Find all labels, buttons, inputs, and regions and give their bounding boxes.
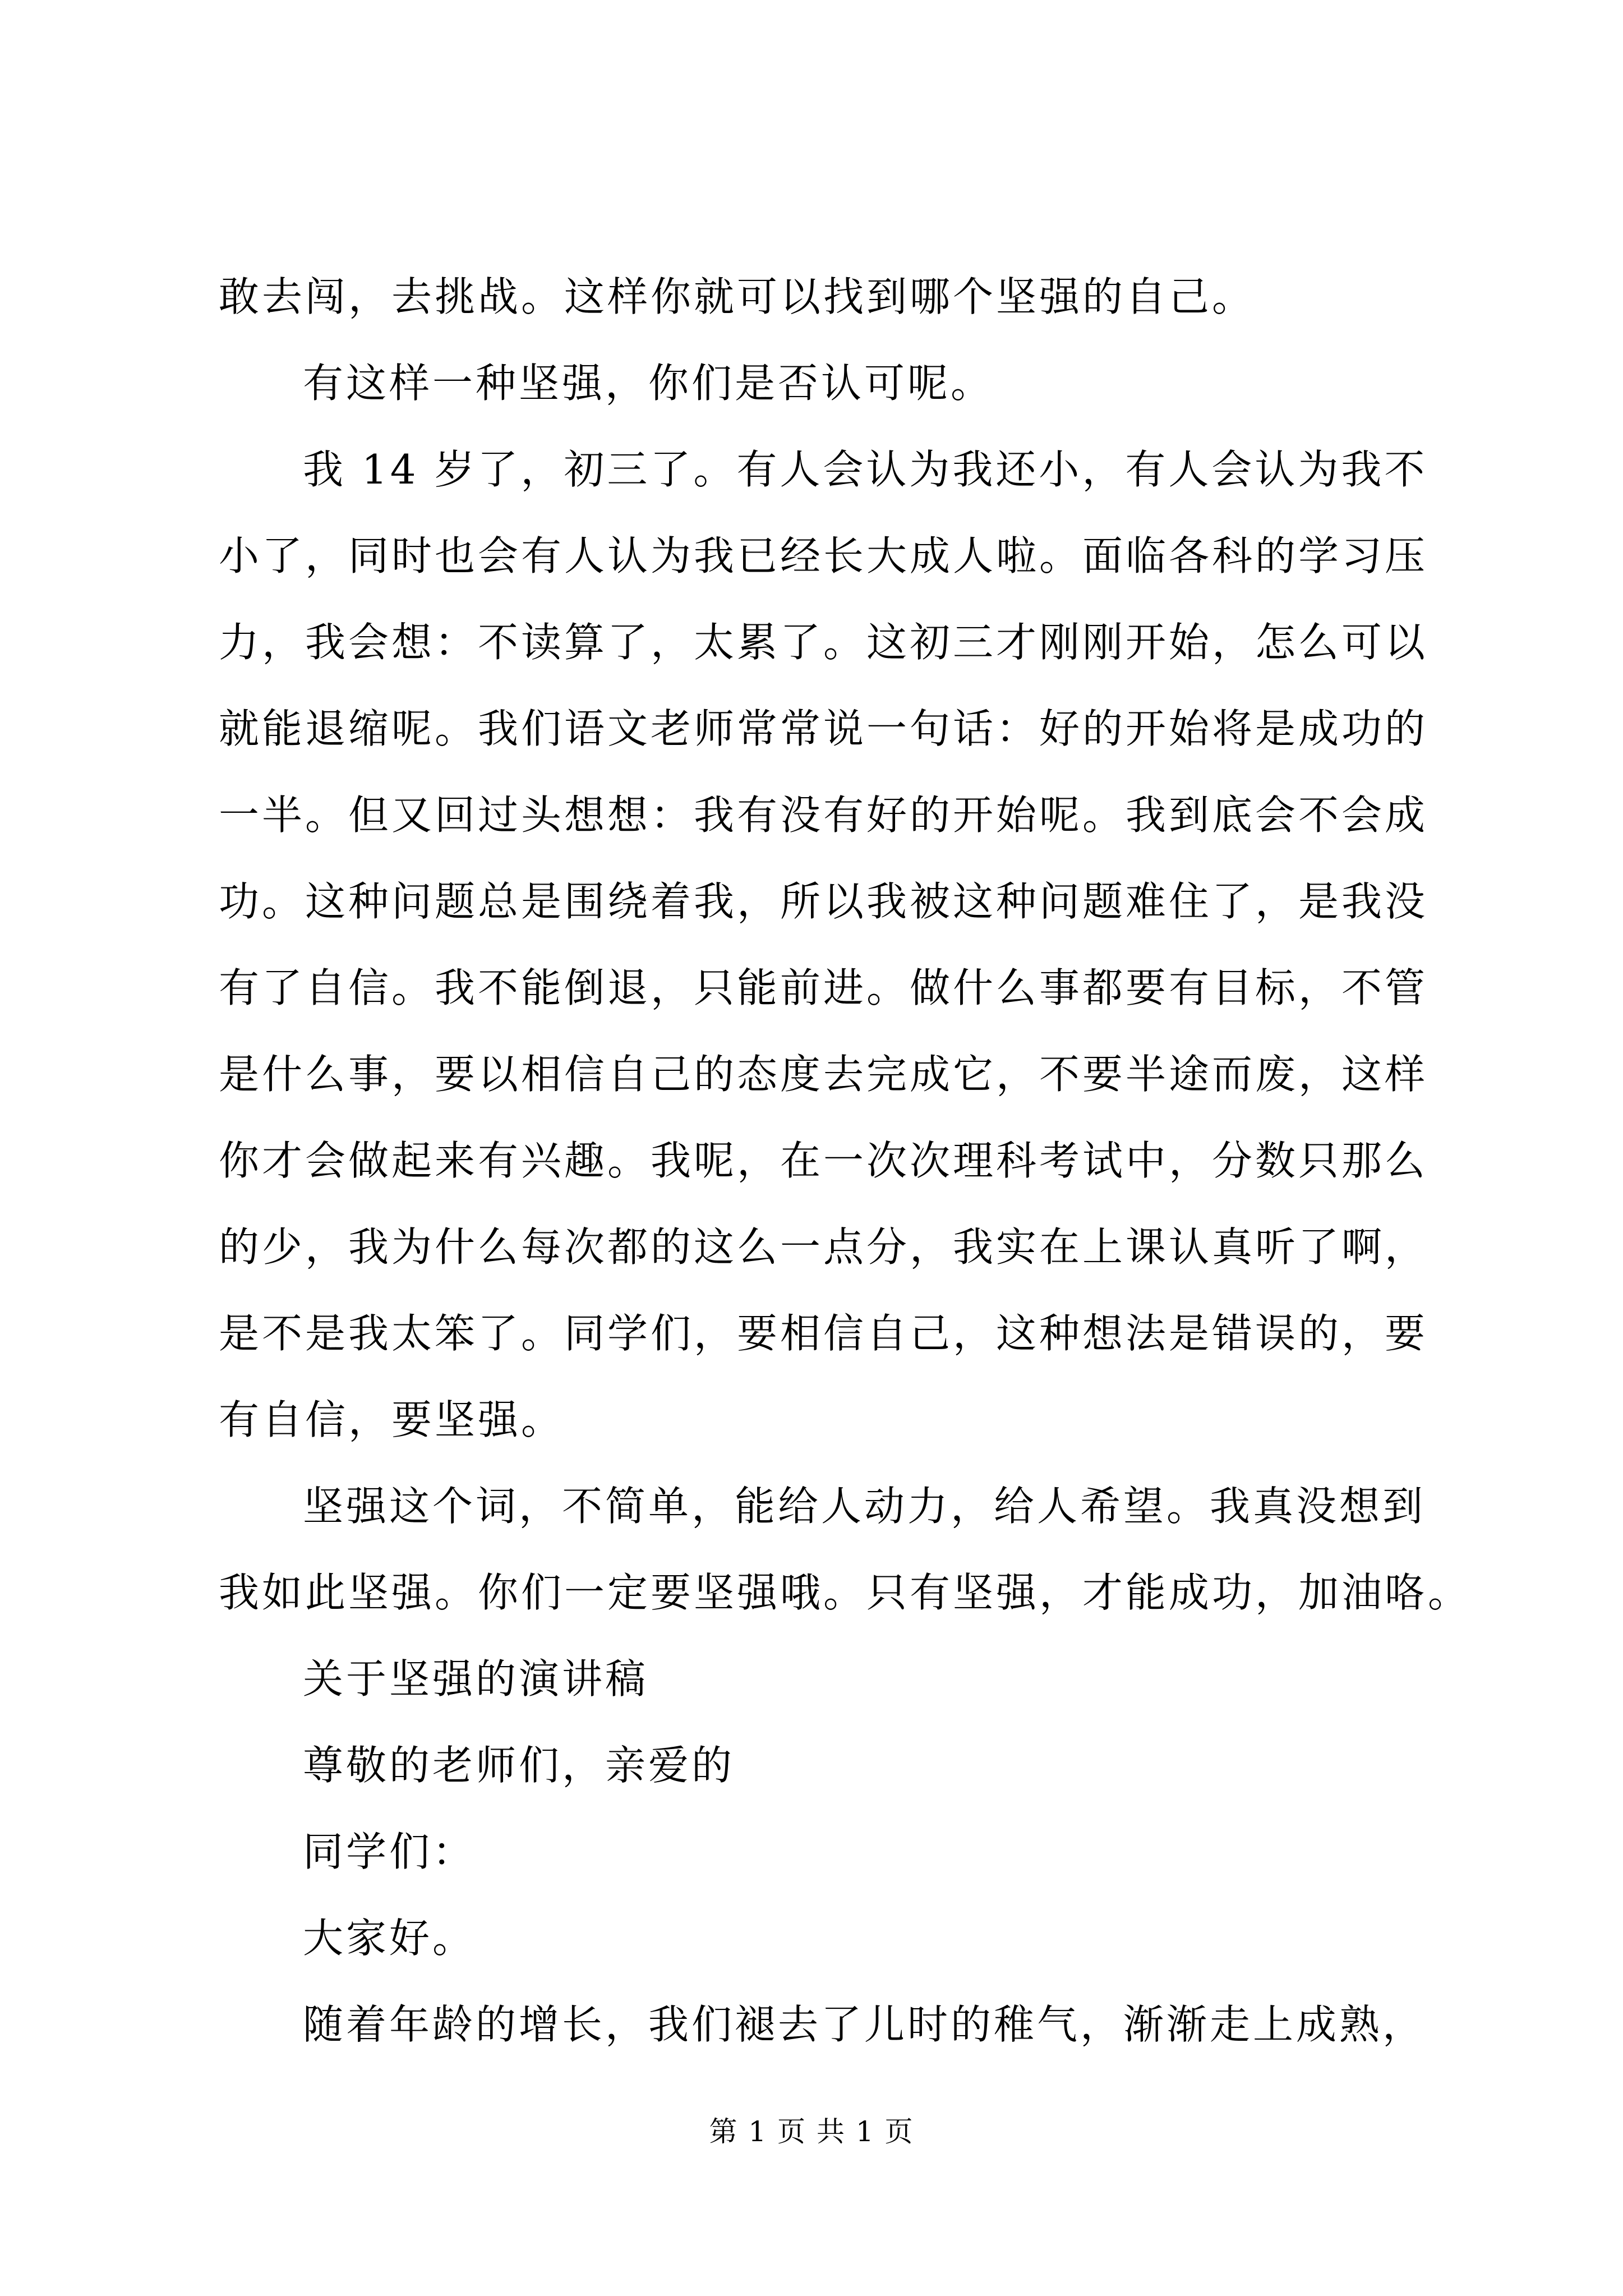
document-body [219,254,1472,2068]
text-line-15: 坚强这个词，不简单，能给人动力，给人希望。我真没想到 [303,1483,1426,1530]
salutation-line-2: 同学们： [303,1828,476,1875]
text-line-9: 有了自信。我不能倒退，只能前进。做什么事都要有目标，不管 [219,964,1428,1011]
text-line-3: 我 14 岁了，初三了。有人会认为我还小，有人会认为我不 [303,446,1428,493]
text-line-6: 就能退缩呢。我们语文老师常常说一句话：好的开始将是成功的 [219,705,1428,752]
text-line-14: 有自信，要坚强。 [219,1396,565,1443]
greeting-line: 大家好。 [303,1915,476,1962]
page-footer: 第 1 页 共 1 页 [709,2115,914,2148]
text-line-12: 的少，我为什么每次都的这么一点分，我实在上课认真听了啊， [219,1223,1428,1271]
text-line-7: 一半。但又回过头想想：我有没有好的开始呢。我到底会不会成 [219,792,1428,839]
text-line-11: 你才会做起来有兴趣。我呢，在一次次理科考试中，分数只那么 [219,1137,1428,1184]
speech-title: 关于坚强的演讲稿 [303,1655,649,1703]
text-line-1: 敢去闯，去挑战。这样你就可以找到哪个坚强的自己。 [219,273,1256,320]
text-line-16: 我如此坚强。你们一定要坚强哦。只有坚强，才能成功，加油咯。 [219,1569,1472,1616]
text-line-8: 功。这种问题总是围绕着我，所以我被这种问题难住了，是我没 [219,878,1428,925]
text-line-4: 小了，同时也会有人认为我已经长大成人啦。面临各科的学习压 [219,532,1428,579]
text-line-2: 有这样一种坚强，你们是否认可呢。 [303,360,994,407]
text-line-13: 是不是我太笨了。同学们，要相信自己，这种想法是错误的，要 [219,1310,1428,1357]
text-line-5: 力，我会想：不读算了，太累了。这初三才刚刚开始，怎么可以 [219,619,1428,666]
text-line-21: 随着年龄的增长，我们褪去了儿时的稚气，渐渐走上成熟， [303,2001,1426,2048]
salutation-line-1: 尊敬的老师们，亲爱的 [303,1742,735,1789]
text-line-10: 是什么事，要以相信自己的态度去完成它，不要半途而废，这样 [219,1051,1428,1098]
